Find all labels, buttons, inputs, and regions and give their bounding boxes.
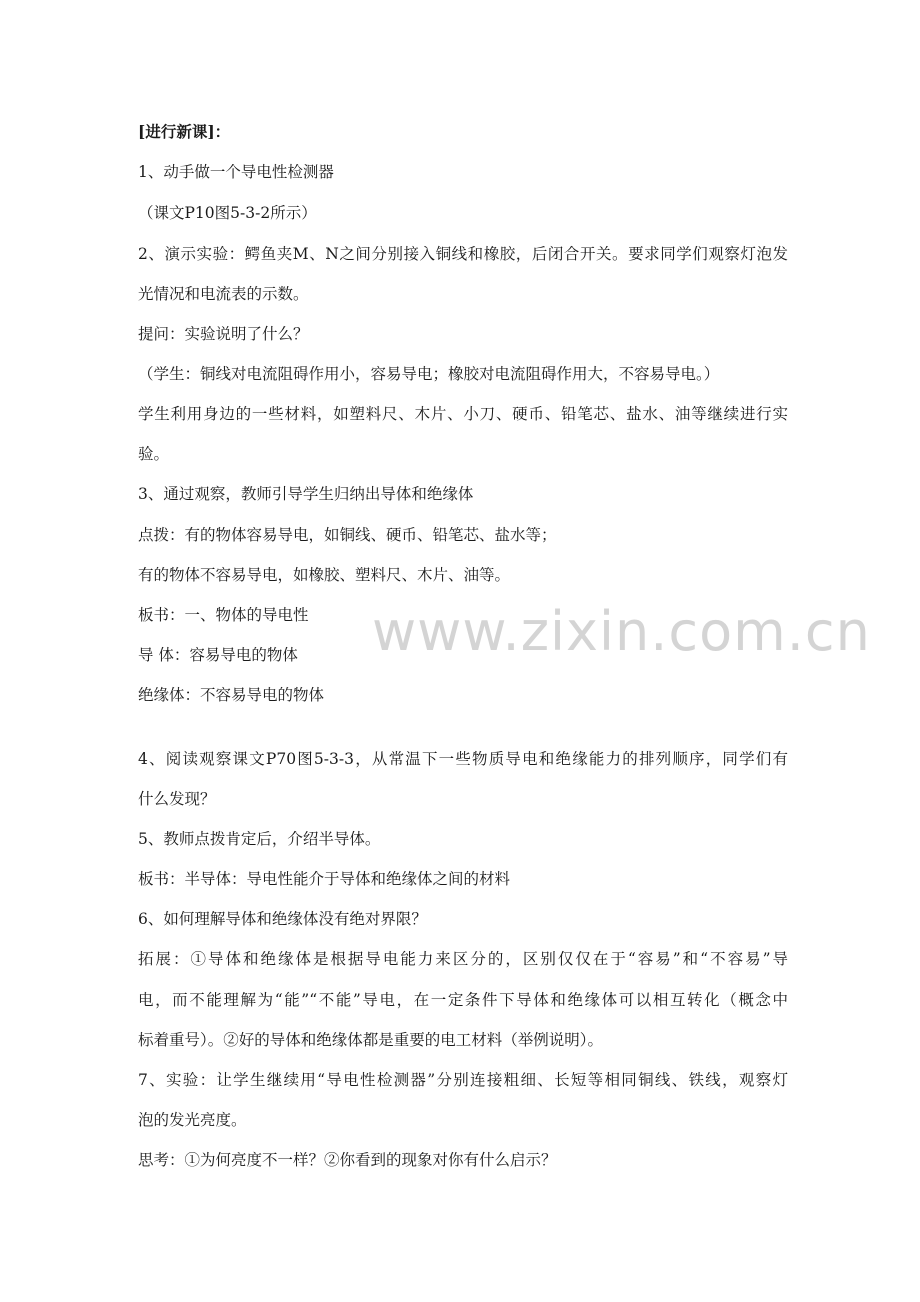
text-line: 6、如何理解导体和绝缘体没有绝对界限？ [138, 910, 427, 928]
watermark: www.zixin.com.cn [372, 600, 871, 663]
text-line: 拓展：①导体和绝缘体是根据导电能力来区分的，区别仅仅在于“容易”和“不容易”导 [138, 950, 788, 968]
text-line: 绝缘体：不容易导电的物体 [138, 686, 325, 704]
text-line: 导 体：容易导电的物体 [138, 646, 298, 664]
text-line: 4、阅读观察课文P70图5-3-3，从常温下一些物质导电和绝缘能力的排列顺序，同学们有 [138, 750, 788, 768]
text-line: 学生利用身边的一些材料，如塑料尺、木片、小刀、硬币、铅笔芯、盐水、油等继续进行实 [138, 405, 788, 423]
text-line: 5、教师点拨肯定后，介绍半导体。 [138, 830, 381, 848]
text-line: 7、实验：让学生继续用“导电性检测器”分别连接粗细、长短等相同铜线、铁线，观察灯 [138, 1071, 788, 1089]
text-line: 什么发现？ [138, 790, 216, 808]
text-line: 1、动手做一个导电性检测器 [138, 163, 334, 181]
text-line: 板书：半导体：导电性能介于导体和绝缘体之间的材料 [138, 870, 511, 888]
text-line: 板书：一、物体的导电性 [138, 606, 309, 624]
text-line: （学生：铜线对电流阻碍作用小，容易导电；橡胶对电流阻碍作用大，不容易导电。） [138, 365, 720, 383]
text-line: 电，而不能理解为“能”“不能”导电，在一定条件下导体和绝缘体可以相互转化（概念中 [138, 991, 788, 1009]
text-line: 光情况和电流表的示数。 [138, 285, 309, 303]
text-line: 提问：实验说明了什么？ [138, 325, 309, 343]
text-line: 泡的发光亮度。 [138, 1111, 247, 1129]
text-line: 有的物体不容易导电，如橡胶、塑料尺、木片、油等。 [138, 566, 511, 584]
text-line: 3、通过观察，教师引导学生归纳出导体和绝缘体 [138, 485, 474, 503]
text-line: （课文P10图5-3-2所示） [138, 204, 317, 222]
text-line: 标着重号）。②好的导体和绝缘体都是重要的电工材料（举例说明）。 [138, 1031, 604, 1049]
text-line: 验。 [138, 445, 170, 463]
text-line: 思考：①为何亮度不一样？②你看到的现象对你有什么启示？ [138, 1151, 557, 1169]
text-line: 2、演示实验：鳄鱼夹M、N之间分别接入铜线和橡胶，后闭合开关。要求同学们观察灯泡发 [138, 245, 788, 263]
section-heading: [进行新课]： [138, 122, 231, 141]
text-line: 点拨：有的物体容易导电，如铜线、硬币、铅笔芯、盐水等； [138, 526, 557, 544]
